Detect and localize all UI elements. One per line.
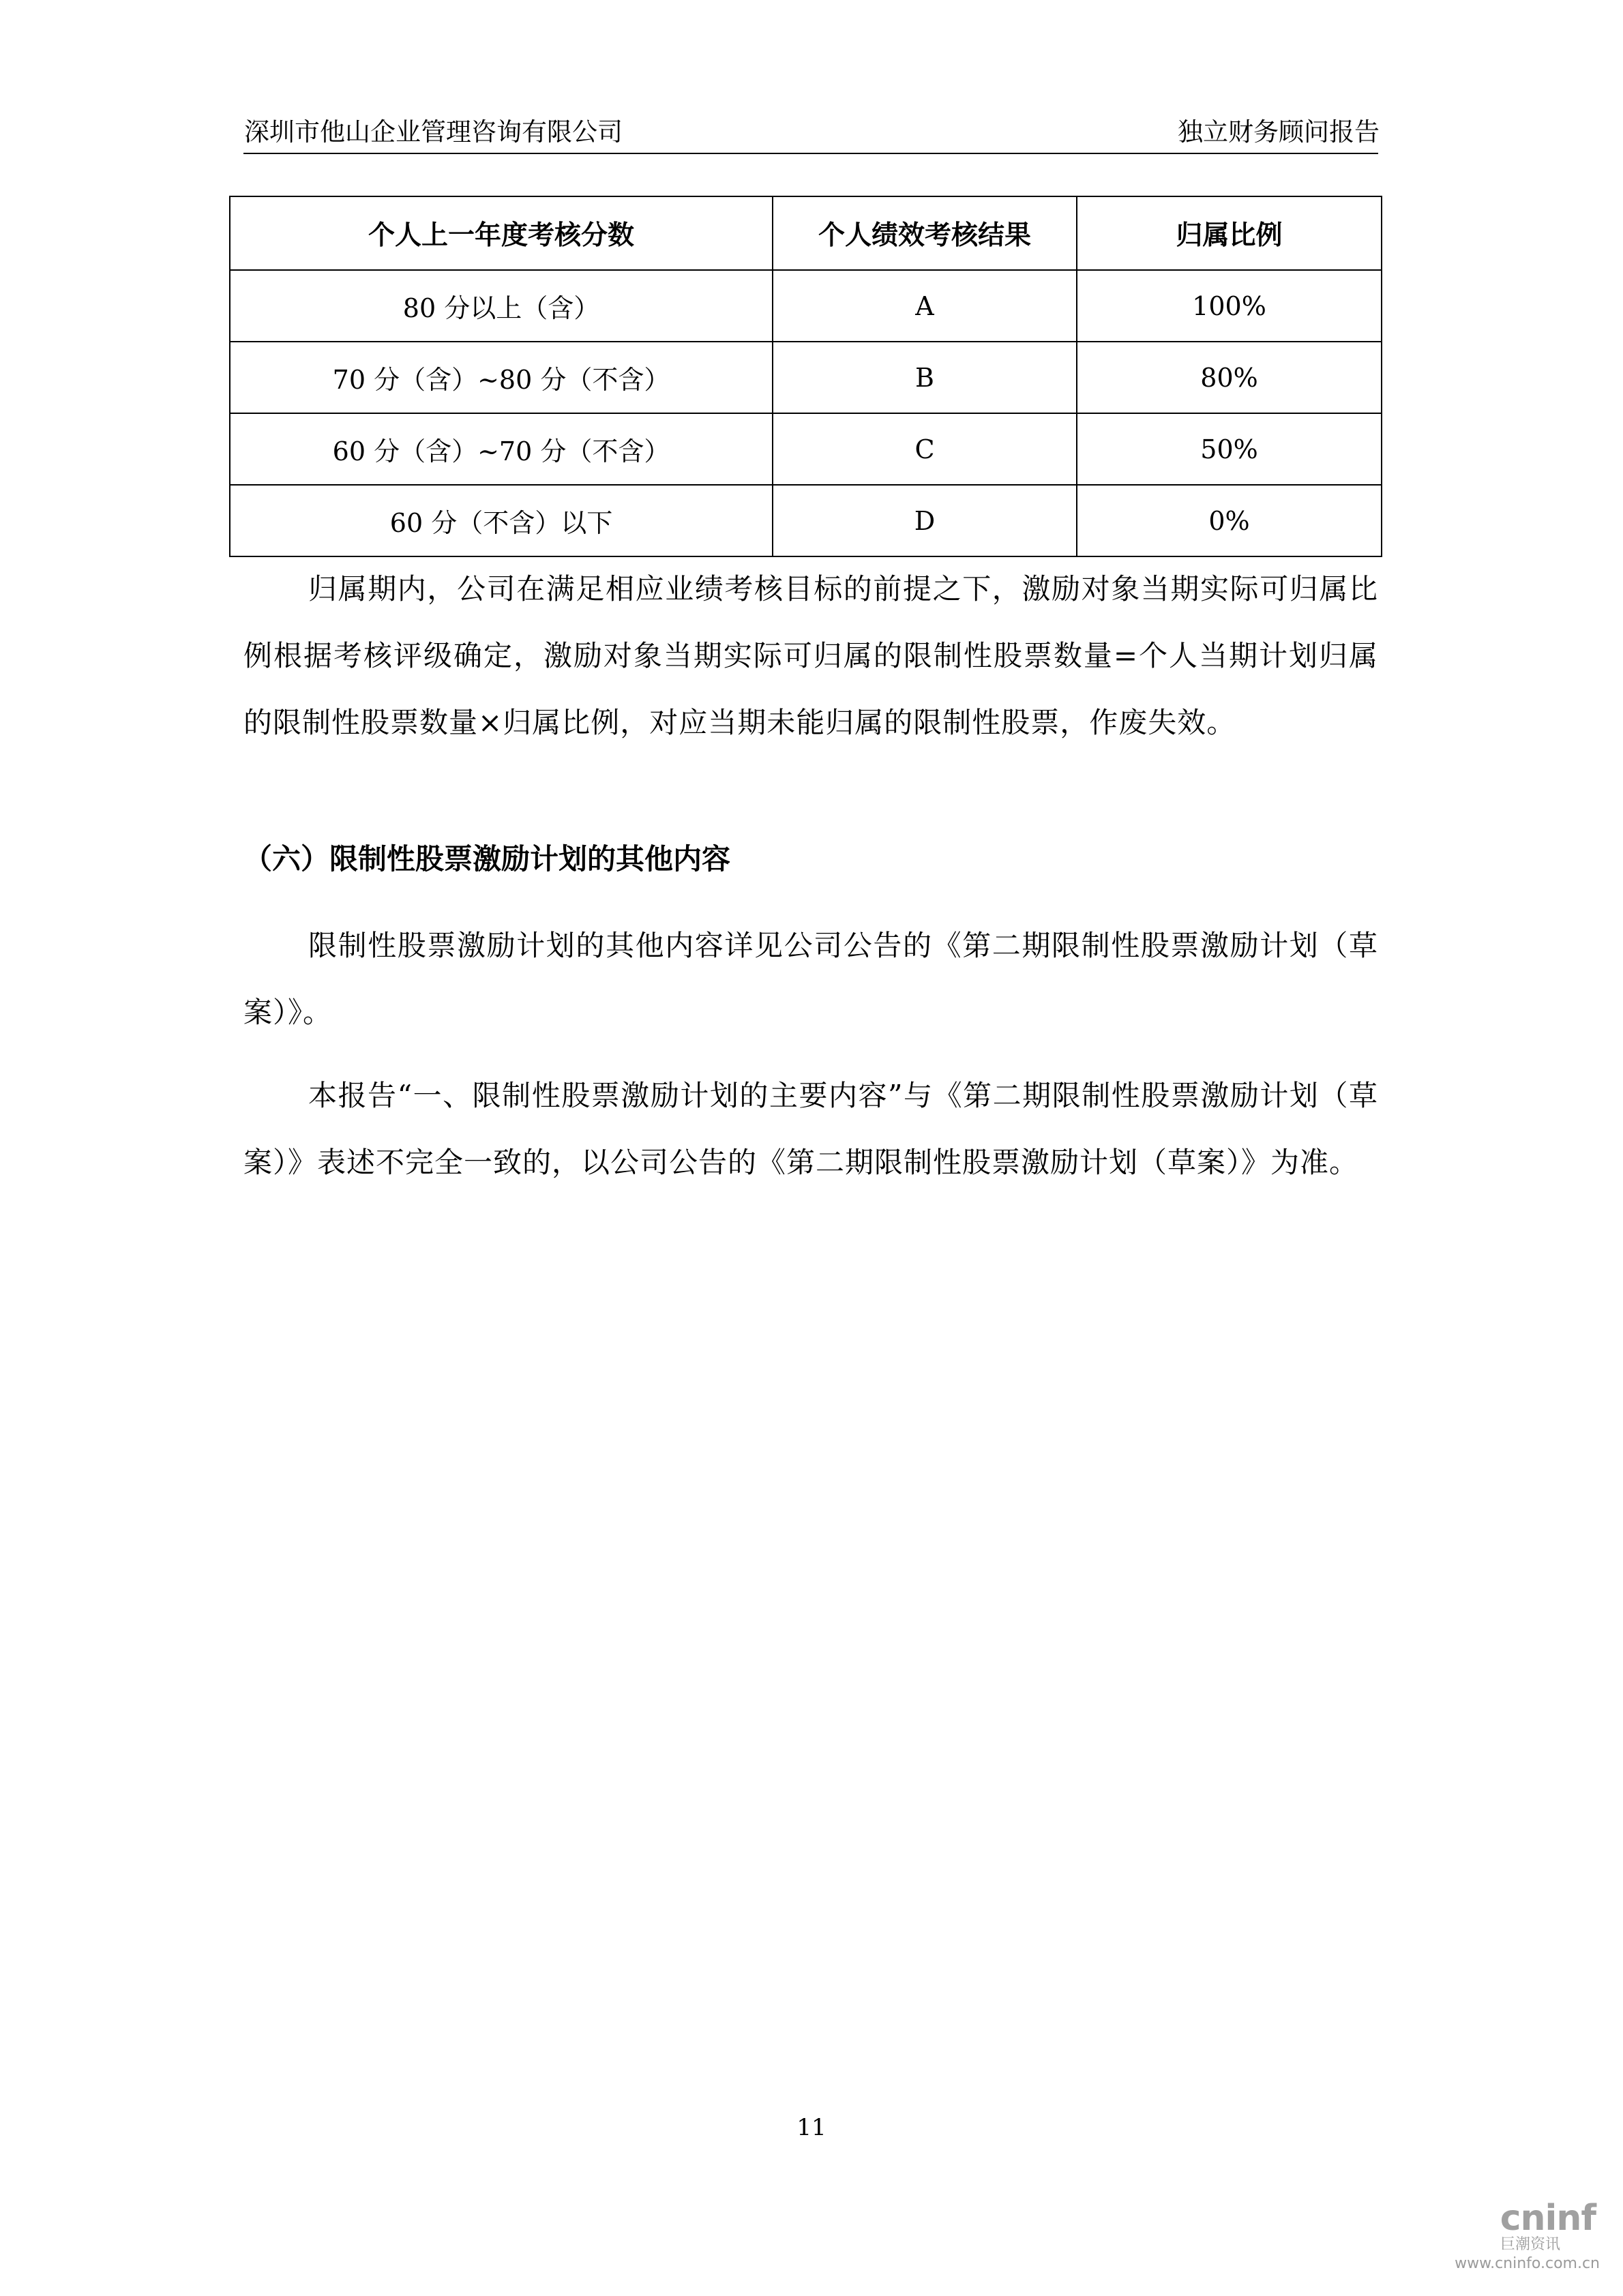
assessment-table: [229, 196, 1382, 557]
paragraph-vesting-rule: 归属期内，公司在满足相应业绩考核目标的前提之下，激励对象当期实际可归属比例根据考核评级确定，激励对象当期实际可归属的限制性股票数量=个人当期计划归属的限制性股票数量×归属比例，对应当期未能归属的限制性股票，作废失效。: [243, 572, 1378, 739]
paragraph-other-content: 限制性股票激励计划的其他内容详见公司公告的《第二期限制性股票激励计划（草案）》。: [243, 929, 1378, 1029]
header-report-type: 独立财务顾问报告: [1178, 117, 1380, 147]
table-row: [230, 342, 1382, 413]
table-row: [230, 270, 1382, 342]
page-number: 11: [796, 2114, 827, 2141]
header-score: 个人上一年度考核分数: [230, 196, 773, 270]
table-header-row: [230, 196, 1382, 270]
header-divider: [243, 153, 1378, 154]
cell-score: 60 分（不含）以下: [230, 485, 773, 556]
header-result: 个人绩效考核结果: [773, 196, 1077, 270]
section-heading: （六）限制性股票激励计划的其他内容: [243, 842, 731, 876]
header-company-name: 深圳市他山企业管理咨询有限公司: [244, 117, 623, 147]
table-row: [230, 485, 1382, 556]
cell-result: B: [773, 342, 1077, 413]
header-ratio: 归属比例: [1077, 196, 1382, 270]
cell-ratio: 80%: [1077, 342, 1382, 413]
cninfo-url: www.cninfo.com.cn: [1455, 2255, 1600, 2272]
cninfo-watermark: [1425, 2192, 1603, 2281]
cell-result: D: [773, 485, 1077, 556]
cell-ratio: 50%: [1077, 413, 1382, 485]
cninfo-logo: cninf: [1500, 2198, 1596, 2239]
cell-ratio: 100%: [1077, 270, 1382, 342]
cell-score: 80 分以上（含）: [230, 270, 773, 342]
cell-result: A: [773, 270, 1077, 342]
cell-score: 70 分（含）~80 分（不含）: [230, 342, 773, 413]
cninfo-chinese-name: 巨潮资讯: [1500, 2236, 1560, 2253]
cell-score: 60 分（含）~70 分（不含）: [230, 413, 773, 485]
paragraph-disclaimer: 本报告“一、限制性股票激励计划的主要内容”与《第二期限制性股票激励计划（草案）》表述不完全一致的，以公司公告的《第二期限制性股票激励计划（草案）》为准。: [243, 1079, 1378, 1179]
table-row: [230, 413, 1382, 485]
cell-ratio: 0%: [1077, 485, 1382, 556]
cell-result: C: [773, 413, 1077, 485]
